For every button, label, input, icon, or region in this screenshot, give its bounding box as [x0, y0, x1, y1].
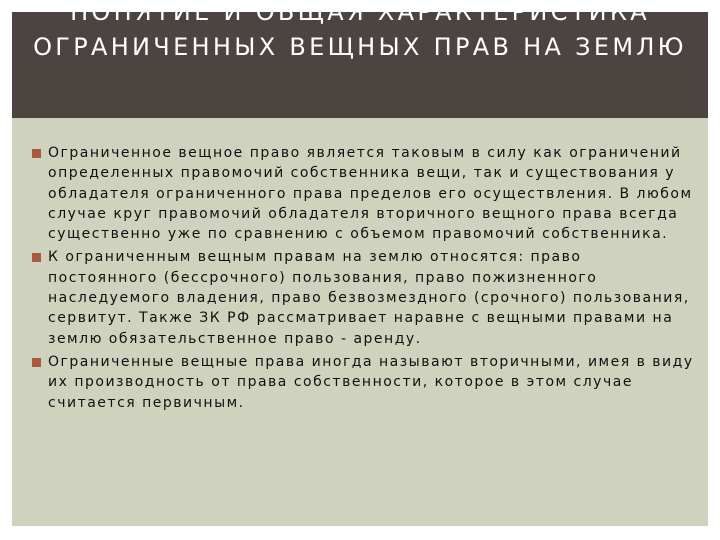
- bullet-text: К ограниченным вещным правам на землю относятся: право постоянного (бессрочного) пользования, право пожизненного наследуемого владения, право безвозмездного (срочного) пользования, сервитут. Также ЗК РФ рассматривает наравне с вещными правами на землю обязательственное право - аренду.: [48, 249, 690, 347]
- square-bullet-icon: [32, 358, 41, 367]
- square-bullet-icon: [32, 149, 41, 158]
- bullet-list: [32, 143, 696, 416]
- title-bar: [12, 0, 708, 118]
- bullet-text: Ограниченное вещное право является таковым в силу как ограничений определенных правомочий собственника вещи, так и существования у обладателя ограниченного права пределов его осуществления. В любом случае круг правомочий обладателя вторичного вещного права всегда существенно уже по сравнению с объемом правомочий собственника.: [48, 145, 693, 243]
- bullet-item: [32, 143, 696, 244]
- bullet-item: [32, 247, 696, 348]
- bullet-text: Ограниченные вещные права иногда называют вторичными, имея в виду их производность от права собственности, которое в этом случае считается первичным.: [48, 353, 694, 411]
- square-bullet-icon: [32, 253, 41, 262]
- bullet-item: [32, 352, 696, 413]
- slide-title: ПОНЯТИЕ И ОБЩАЯ ХАРАКТЕРИСТИКА ОГРАНИЧЕННЫХ ВЕЩНЫХ ПРАВ НА ЗЕМЛЮ: [33, 0, 687, 61]
